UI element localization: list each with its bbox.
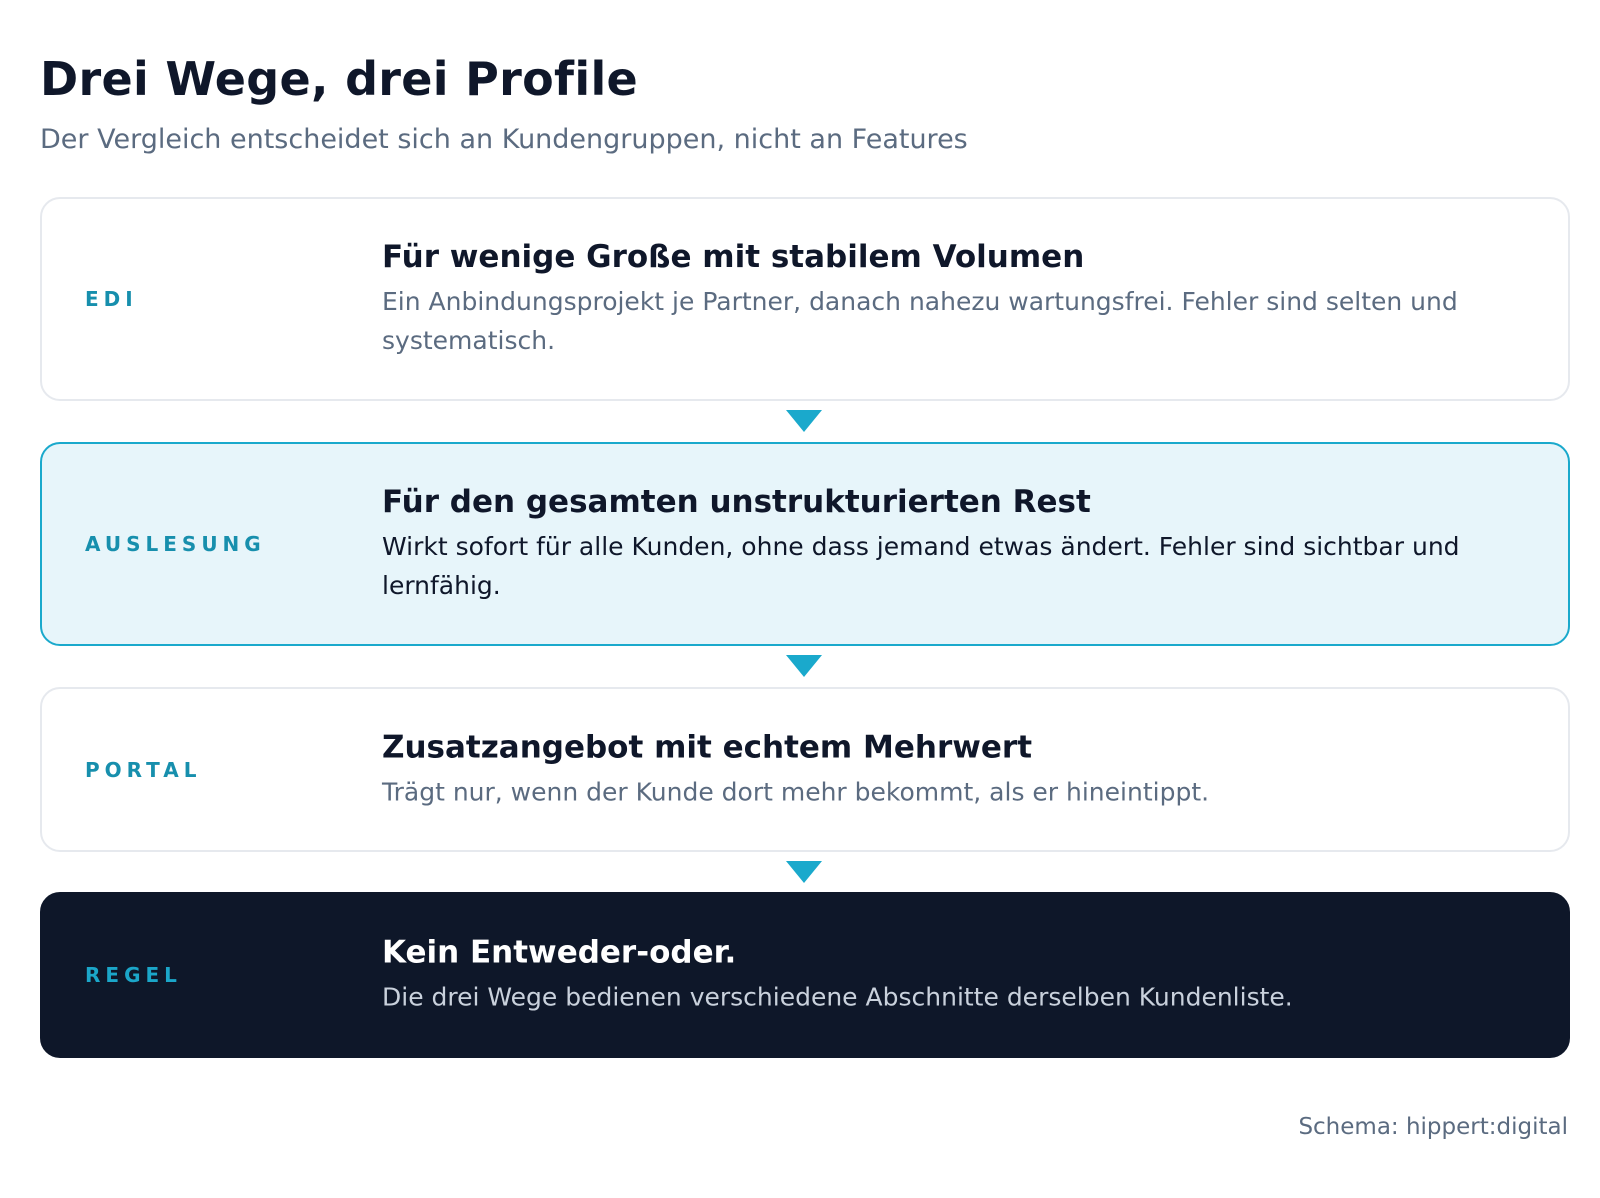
card-portal bbox=[40, 687, 1570, 852]
card-body bbox=[382, 934, 1518, 1017]
down-arrow-icon bbox=[786, 655, 822, 677]
down-arrow-icon bbox=[786, 861, 822, 883]
card-edi bbox=[40, 197, 1570, 401]
card-tag: AUSLESUNG bbox=[85, 532, 266, 556]
card-tag: PORTAL bbox=[85, 757, 202, 782]
card-heading: Für den gesamten unstrukturierten Rest bbox=[382, 484, 1091, 520]
source-credit: Schema: hippert:digital bbox=[1298, 1114, 1568, 1140]
down-arrow-icon bbox=[786, 410, 822, 432]
card-text: Ein Anbindungsprojekt je Partner, danach nahezu wartungsfrei. Fehler sind selten und systematisch. bbox=[382, 287, 1458, 355]
card-heading: Kein Entweder-oder. bbox=[382, 934, 737, 971]
card-tag: REGEL bbox=[85, 963, 182, 987]
card-body bbox=[382, 483, 1518, 605]
card-body bbox=[382, 238, 1518, 360]
card-text: Wirkt sofort für alle Kunden, ohne dass jemand etwas ändert. Fehler sind sichtbar und lernfähig. bbox=[382, 532, 1460, 600]
card-text: Die drei Wege bedienen verschiedene Abschnitte derselben Kundenliste. bbox=[382, 982, 1293, 1012]
card-regel bbox=[40, 892, 1570, 1058]
card-auslesung bbox=[40, 442, 1570, 646]
card-heading: Für wenige Große mit stabilem Volumen bbox=[382, 239, 1085, 275]
card-text: Trägt nur, wenn der Kunde dort mehr bekommt, als er hineintippt. bbox=[382, 777, 1210, 806]
page-title: Drei Wege, drei Profile bbox=[40, 52, 639, 106]
card-body bbox=[382, 728, 1518, 811]
page-subtitle: Der Vergleich entscheidet sich an Kundengruppen, nicht an Features bbox=[40, 124, 968, 155]
card-heading: Zusatzangebot mit echtem Mehrwert bbox=[382, 729, 1033, 765]
card-tag: EDI bbox=[85, 287, 138, 311]
